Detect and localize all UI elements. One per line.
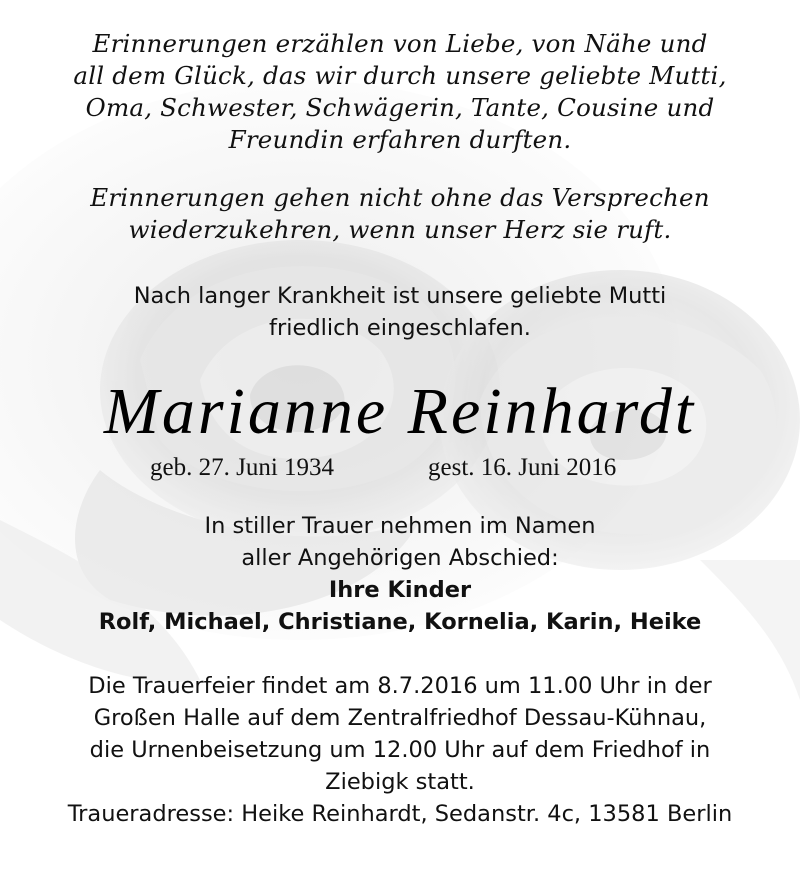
- mourners-intro-line: In stiller Trauer nehmen im Namen: [204, 513, 596, 539]
- verse-line: Erinnerungen erzählen von Liebe, von Nähe und: [92, 29, 708, 58]
- birth-date: geb. 27. Juni 1934: [150, 454, 335, 481]
- memorial-verse-2: [40, 182, 760, 246]
- announcement-line: friedlich eingeschlafen.: [269, 315, 531, 341]
- deceased-name: Marianne Reinhardt: [103, 375, 697, 448]
- verse-line: Freundin erfahren durften.: [228, 125, 572, 154]
- funeral-info-line: Die Trauerfeier findet am 8.7.2016 um 11.00 Uhr in der: [88, 673, 712, 699]
- funeral-info-line: die Urnenbeisetzung um 12.00 Uhr auf dem Friedhof in: [89, 737, 711, 763]
- death-announcement: [20, 280, 780, 344]
- funeral-info: [20, 670, 780, 830]
- announcement-line: Nach langer Krankheit ist unsere geliebte Mutti: [133, 283, 667, 309]
- mourners-intro-line: aller Angehörigen Abschied:: [241, 545, 559, 571]
- mourners-names: Rolf, Michael, Christiane, Kornelia, Karin, Heike: [98, 609, 702, 635]
- funeral-info-line: Ziebigk statt.: [325, 769, 475, 795]
- death-date: gest. 16. Juni 2016: [428, 454, 617, 481]
- verse-line: all dem Glück, das wir durch unsere geliebte Mutti,: [73, 61, 727, 90]
- funeral-info-line: Großen Halle auf dem Zentralfriedhof Dessau-Kühnau,: [93, 705, 707, 731]
- verse-line: Oma, Schwester, Schwägerin, Tante, Cousine und: [85, 93, 715, 122]
- mourning-address: Traueradresse: Heike Reinhardt, Sedanstr. 4c, 13581 Berlin: [67, 801, 733, 827]
- verse-line: Erinnerungen gehen nicht ohne das Versprechen: [90, 183, 710, 212]
- verse-line: wiederzukehren, wenn unser Herz sie ruft.: [128, 215, 672, 244]
- life-dates: [0, 452, 800, 484]
- memorial-verse-1: [40, 28, 760, 156]
- mourners-title: Ihre Kinder: [328, 577, 472, 603]
- mourners-block: [20, 510, 780, 638]
